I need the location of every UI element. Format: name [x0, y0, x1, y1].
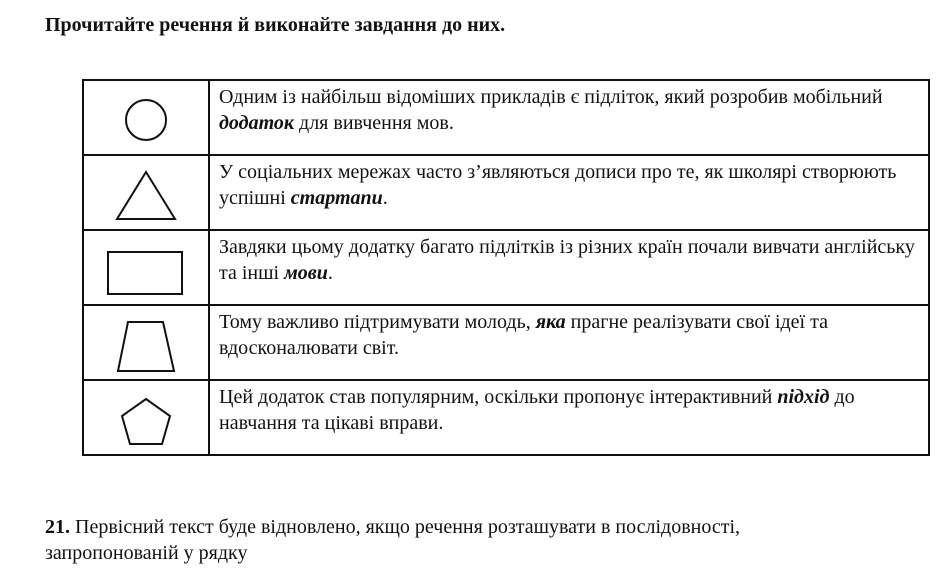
table-row [83, 230, 929, 305]
sentence-keyword: підхід [777, 386, 830, 408]
question-21 [45, 514, 740, 566]
rectangle-icon [101, 238, 191, 298]
table-row [83, 380, 929, 455]
instruction-heading: Прочитайте речення й виконайте завдання до них. [45, 14, 506, 36]
question-number: 21. [45, 516, 70, 538]
sentence-keyword: стартапи [290, 187, 383, 209]
circle-icon [116, 88, 176, 148]
sentence-keyword: додаток [219, 112, 295, 134]
sentence-text: до навчання та цікаві вправи. [219, 386, 855, 434]
sentence-text: . [327, 262, 333, 284]
sentence-text: Цей додаток став популярним, оскільки пропонує інтерактивний [219, 386, 778, 408]
sentence-text: Одним із найбільш відоміших прикладів є підліток, який розробив мобільний [219, 86, 883, 108]
sentence-keyword: мови [284, 262, 328, 284]
question-text: Первісний текст буде відновлено, якщо речення розташувати в послідовності, [70, 516, 741, 538]
shape-cell [83, 230, 209, 305]
table-row [83, 155, 929, 230]
triangle-icon [106, 163, 186, 223]
table-row [83, 80, 929, 155]
shape-cell [83, 305, 209, 380]
sentence-cell [209, 305, 929, 380]
sentence-text: Тому важливо підтримувати молодь, [219, 311, 536, 333]
sentence-text: У соціальних мережах часто з’являються дописи про те, як школярі створюють успішні [219, 161, 897, 209]
shape-cell [83, 155, 209, 230]
sentence-text: Завдяки цьому додатку багато підлітків із різних країн почали вивчати англійську та інші [219, 236, 915, 284]
sentence-cell [209, 80, 929, 155]
shape-cell [83, 80, 209, 155]
sentence-cell [209, 380, 929, 455]
sentence-cell [209, 155, 929, 230]
question-text-line2: запропонованій у рядку [45, 542, 248, 564]
trapezoid-icon [111, 312, 181, 374]
sentences-table [82, 79, 930, 456]
pentagon-icon [111, 387, 181, 449]
sentence-keyword: яка [535, 311, 566, 333]
sentence-cell [209, 230, 929, 305]
shape-cell [83, 380, 209, 455]
sentence-text: прагне реалізувати свої ідеї та вдосконалювати світ. [219, 311, 828, 359]
sentence-text: для вивчення мов. [294, 112, 454, 134]
table-row [83, 305, 929, 380]
sentence-text: . [382, 187, 388, 209]
